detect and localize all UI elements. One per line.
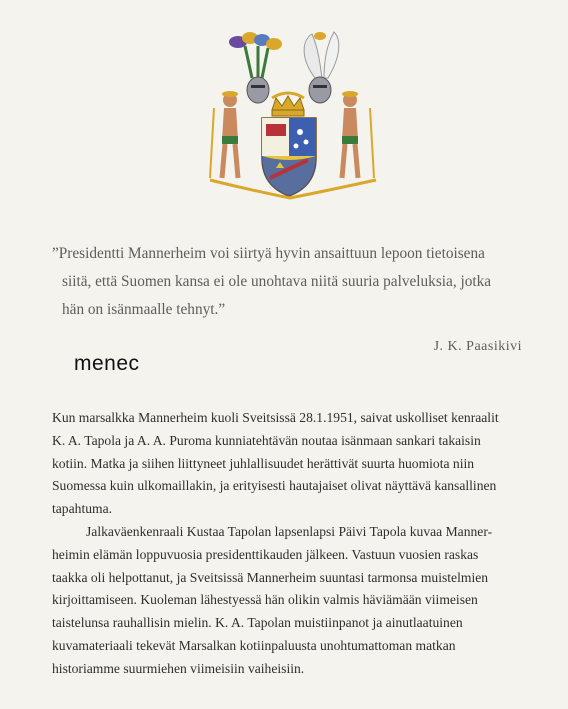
coat-of-arms-emblem <box>200 28 385 208</box>
paragraph-line: Jalkaväenkenraali Kustaa Tapolan lapsenlapsi Päivi Tapola kuvaa Manner- <box>86 523 493 539</box>
paragraph-line: K. A. Tapola ja A. A. Puroma kunniatehtävän noutaa isänmaan sankari takaisin <box>52 432 481 448</box>
crown <box>272 96 304 116</box>
paragraph-line: taistelunsa rauhallisin mielin. K. A. Tapolan muistiinpanot ja ainutlaatuinen <box>52 615 463 631</box>
left-plume <box>229 32 282 80</box>
quote-line: siitä, että Suomen kansa ei ole unohtava niitä suuria palveluksia, jotka <box>62 273 492 290</box>
quote-line: ”Presidentti Mannerheim voi siirtyä hyvin ansaittuun lepoon tietoisena <box>52 245 485 262</box>
quote-line: hän on isänmaalle tehnyt.” <box>62 301 226 318</box>
supporter-right <box>342 91 374 178</box>
overlay-stamp-text: menec <box>74 352 140 375</box>
paragraph-line: kirjoittamiseen. Kuoleman lähestyessä hän olikin valmis häviämään viimeisen <box>52 592 478 608</box>
shield <box>262 118 316 196</box>
description-text <box>52 407 532 681</box>
paragraph-line: kuvamateriaali tekevät Marsalkan kotiinpaluusta unohtumattoman matkan <box>52 637 456 653</box>
quote-block <box>52 240 522 324</box>
quote-author: J. K. Paasikivi <box>433 339 522 354</box>
paragraph-line: historiamme suurmiehen viimeisiin vaiheisiin. <box>52 660 305 676</box>
paragraph-line: kotiin. Matka ja siihen liittyneet juhlallisuudet herättivät suurta huomiota niin <box>52 455 475 471</box>
paragraph-line: Kun marsalkka Mannerheim kuoli Sveitsissä 28.1.1951, saivat uskolliset kenraalit <box>52 410 499 425</box>
paragraph-line: heimin elämän loppuvuosia presidenttikauden jälkeen. Vastuun vuosien raskas <box>52 546 479 562</box>
paragraph-line: taakka oli helpottanut, ja Sveitsissä Mannerheim suuntasi tarmonsa muistelmien <box>52 569 489 585</box>
supporter-left <box>210 91 238 178</box>
paragraph-line: tapahtuma. <box>52 501 113 517</box>
paragraph-line: Suomessa kuin ulkomaillakin, ja erityisesti hautajaiset olivat näyttävä kansallinen <box>52 478 497 494</box>
right-wings <box>304 32 339 78</box>
